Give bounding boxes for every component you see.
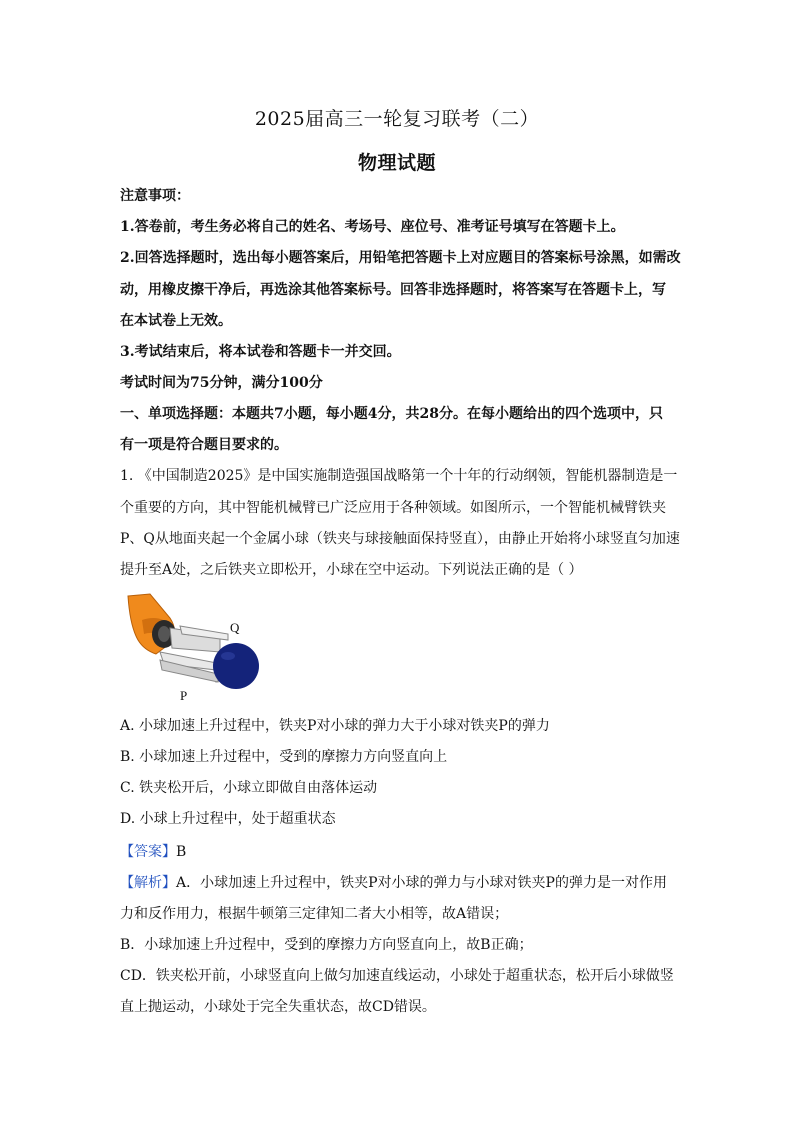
metal-ball: [213, 643, 259, 689]
section-1-line-1: 一、单项选择题：本题共7小题，每小题4分，共28分。在每小题给出的四个选项中，只: [120, 406, 663, 422]
notes-heading: 注意事项：: [120, 188, 190, 204]
note-item-2-line-2: 动，用橡皮擦干净后，再选涂其他答案标号。回答非选择题时，将答案写在答题卡上，写: [120, 282, 666, 298]
note-item-3: 3.考试结束后，将本试卷和答题卡一并交回。: [120, 344, 401, 360]
answer-value: B: [176, 844, 187, 860]
analysis-text-1: A．小球加速上升过程中，铁夹P对小球的弹力与小球对铁夹P的弹力是一对作用: [176, 875, 667, 891]
question-1-stem-line-1: 1. 《中国制造2025》是中国实施制造强国战略第一个十年的行动纲领，智能机器制造是一: [120, 468, 678, 484]
question-1-stem-line-2: 个重要的方向，其中智能机械臂已广泛应用于各种领域。如图所示，一个智能机械臂铁夹: [120, 500, 666, 516]
robotic-arm-illustration: [120, 590, 270, 705]
question-1-stem-line-4: 提升至A处，之后铁夹立即松开，小球在空中运动。下列说法正确的是（ ）: [120, 562, 583, 578]
note-item-2-line-1: 2.回答选择题时，选出每小题答案后，用铅笔把答题卡上对应题目的答案标号涂黑，如需改: [120, 250, 681, 266]
exam-title: 2025届高三一轮复习联考（二）: [254, 108, 540, 130]
section-1-line-2: 有一项是符合题目要求的。: [120, 437, 288, 453]
analysis-line-4: CD．铁夹松开前，小球竖直向上做匀加速直线运动，小球处于超重状态，松开后小球做竖: [120, 968, 674, 984]
analysis-line-1: [120, 873, 680, 893]
exam-subject: 物理试题: [357, 152, 436, 174]
exam-info: 考试时间为75分钟，满分100分: [120, 375, 323, 391]
robotic-arm-figure: [120, 590, 270, 705]
note-item-2-line-3: 在本试卷上无效。: [120, 313, 232, 329]
arm-joint-hub: [158, 626, 170, 642]
answer-line: [120, 842, 680, 862]
ball-highlight: [221, 652, 235, 660]
option-a: A. 小球加速上升过程中，铁夹P对小球的弹力大于小球对铁夹P的弹力: [120, 718, 550, 734]
option-c: C. 铁夹松开后，小球立即做自由落体运动: [120, 780, 378, 796]
analysis-line-3: B．小球加速上升过程中，受到的摩擦力方向竖直向上，故B正确；: [120, 937, 533, 953]
analysis-line-5: 直上抛运动，小球处于完全失重状态，故CD错误。: [120, 999, 436, 1015]
note-item-1: 1.答卷前，考生务必将自己的姓名、考场号、座位号、准考证号填写在答题卡上。: [120, 219, 625, 235]
option-b: B. 小球加速上升过程中，受到的摩擦力方向竖直向上: [120, 749, 448, 765]
analysis-line-2: 力和反作用力，根据牛顿第三定律知二者大小相等，故A错误；: [120, 906, 509, 922]
analysis-tag: 【解析】: [120, 875, 176, 891]
question-1-stem-line-3: P、Q从地面夹起一个金属小球（铁夹与球接触面保持竖直），由静止开始将小球竖直匀加速: [120, 531, 680, 547]
answer-tag: 【答案】: [120, 844, 176, 860]
option-d: D. 小球上升过程中，处于超重状态: [120, 811, 336, 827]
label-p: P: [180, 688, 188, 703]
label-q: Q: [230, 620, 240, 635]
